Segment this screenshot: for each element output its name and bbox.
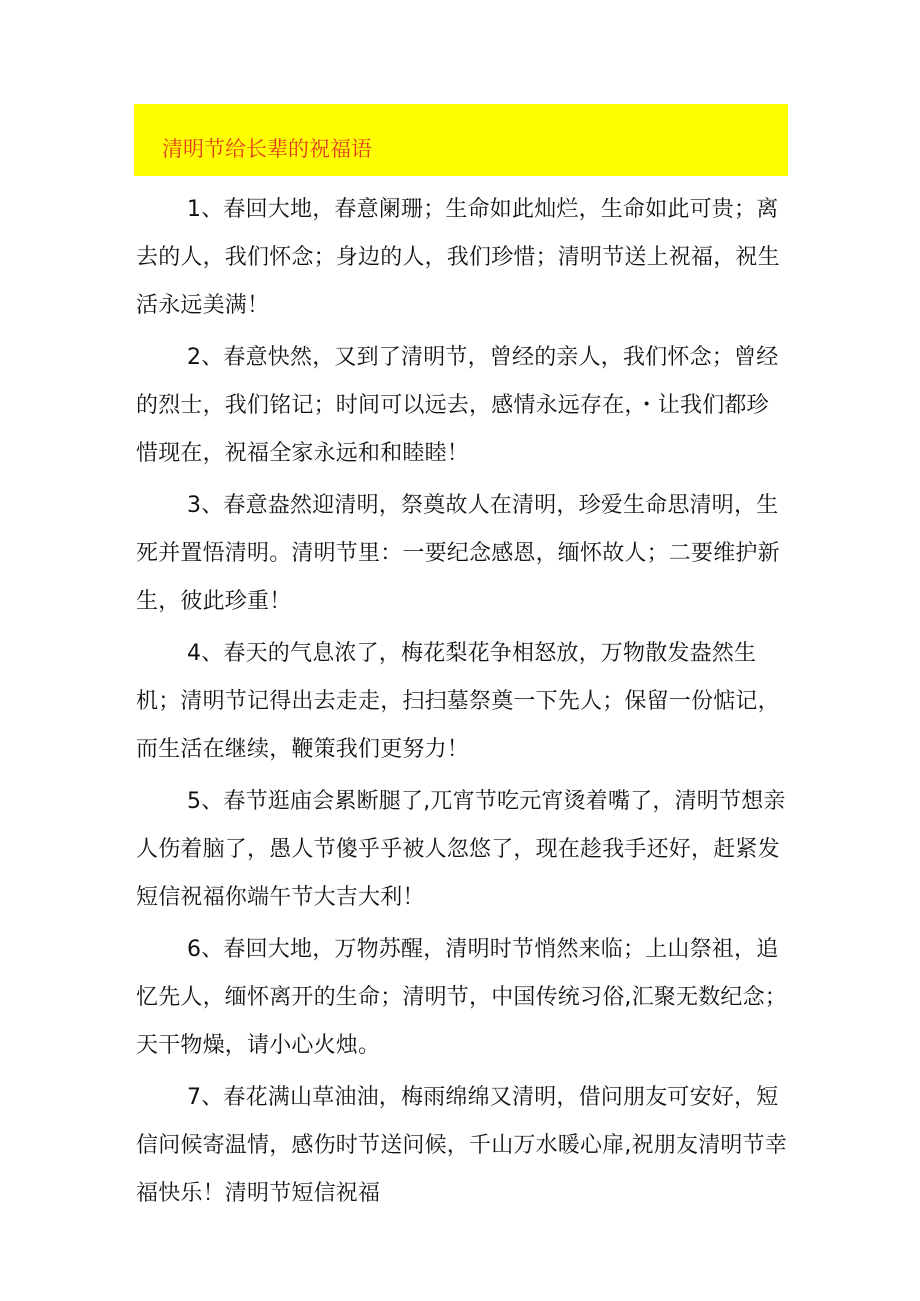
title-banner (134, 104, 788, 176)
greeting-paragraph-4: 4、春天的气息浓了，梅花梨花争相怒放，万物散发盎然生机；清明节记得出去走走，扫扫墓祭奠一下先人；保留一份惦记，而生活在继续，鞭策我们更努力！ (136, 641, 780, 762)
body-content (136, 186, 788, 1222)
greeting-paragraph-3: 3、春意盎然迎清明，祭奠故人在清明，珍爱生命思清明，生死并置悟清明。清明节里：一要纪念感恩，缅怀故人；二要维护新生，彼此珍重！ (136, 493, 780, 614)
greeting-paragraph-1: 1、春回大地，春意阑珊；生命如此灿烂，生命如此可贵；离去的人，我们怀念；身边的人，我们珍惜；清明节送上祝福，祝生活永远美满！ (136, 197, 780, 318)
greeting-paragraph-7: 7、春花满山草油油，梅雨绵绵又清明，借问朋友可安好，短信问候寄温情，感伤时节送问候，千山万水暖心扉,祝朋友清明节幸福快乐！清明节短信祝福 (136, 1085, 787, 1206)
page-title: 清明节给长辈的祝福语 (162, 137, 372, 161)
greeting-paragraph-6: 6、春回大地，万物苏醒，清明时节悄然来临；上山祭祖，追忆先人，缅怀离开的生命；清明节，中国传统习俗,汇聚无数纪念；天干物燥，请小心火烛。 (136, 937, 787, 1058)
greeting-paragraph-5: 5、春节逛庙会累断腿了,兀宵节吃元宵烫着嘴了，清明节想亲人伤着脑了，愚人节傻乎乎被人忽悠了，现在趁我手还好，赶紧发短信祝福你端午节大吉大利！ (136, 789, 786, 910)
greeting-paragraph-2: 2、春意快然，又到了清明节，曾经的亲人，我们怀念；曾经的烈士，我们铭记；时间可以远去，感情永远存在，・让我们都珍惜现在，祝福全家永远和和睦睦！ (136, 345, 779, 466)
